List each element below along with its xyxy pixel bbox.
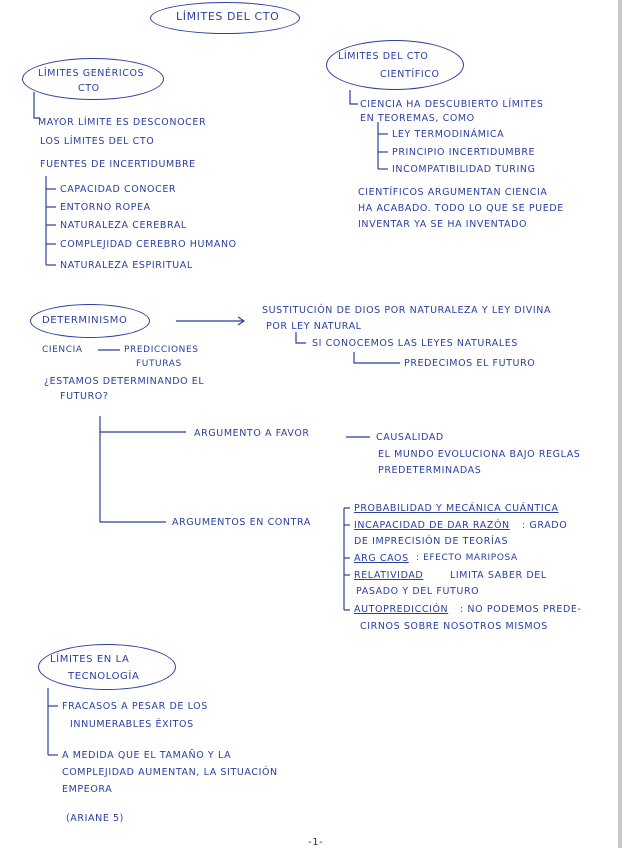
s1-fuentes: FUENTES DE INCERTIDUMBRE [40, 159, 196, 170]
s3-c2b: : GRADO [522, 520, 568, 531]
s3-c3a: ARG CAOS [354, 553, 409, 564]
s4-m2: COMPLEJIDAD AUMENTAN, LA SITUACIÓN [62, 767, 278, 778]
s3-c2a: INCAPACIDAD DE DAR RAZÓN [354, 520, 510, 531]
s4-title-line2: TECNOLOGÍA [68, 671, 140, 682]
s1-item: COMPLEJIDAD CEREBRO HUMANO [60, 239, 237, 250]
s3-ciencia: CIENCIA [42, 345, 83, 355]
s3-predicciones2: FUTURAS [136, 359, 182, 369]
s4-m1: A MEDIDA QUE EL TAMAÑO Y LA [62, 750, 232, 761]
s4-ariane: (ARIANE 5) [66, 813, 124, 824]
s2-title-oval [326, 40, 464, 90]
s1-line2: LOS LÍMITES DEL CTO [40, 136, 155, 147]
s3-title: DETERMINISMO [42, 315, 128, 326]
s3-question1: ¿ESTAMOS DETERMINANDO EL [44, 376, 205, 387]
s3-contra: ARGUMENTOS EN CONTRA [172, 517, 311, 528]
s1-title-line1: LÍMITES GENÉRICOS [38, 68, 145, 79]
s1-item: NATURALEZA CEREBRAL [60, 220, 187, 231]
s3-predicciones1: PREDICCIONES [124, 345, 199, 355]
s3-favor: ARGUMENTO A FAVOR [194, 428, 310, 439]
s2-note2: HA ACABADO. TODO LO QUE SE PUEDE [358, 203, 564, 214]
s3-c2c: DE IMPRECISIÓN DE TEORÍAS [354, 536, 509, 547]
s3-c5c: CIRNOS SOBRE NOSOTROS MISMOS [360, 621, 548, 632]
s4-title-oval [38, 644, 176, 690]
connector-s1-main [34, 92, 40, 118]
connector-predecimos [354, 352, 400, 363]
s3-causalidad: CAUSALIDAD [376, 432, 444, 443]
s3-mundo1: EL MUNDO EVOLUCIONA BAJO REGLAS [378, 449, 581, 460]
s3-c4b: LIMITA SABER DEL [450, 570, 547, 581]
s2-note3: INVENTAR YA SE HA INVENTADO [358, 219, 528, 230]
s3-c4a: RELATIVIDAD [354, 570, 424, 581]
s2-item: PRINCIPIO INCERTIDUMBRE [392, 147, 536, 158]
s3-c1: PROBABILIDAD Y MECÁNICA CUÁNTICA [354, 503, 559, 514]
s1-item: CAPACIDAD CONOCER [60, 184, 177, 195]
s3-question2: FUTURO? [60, 391, 109, 402]
s2-item: LEY TERMODINÁMICA [392, 129, 505, 140]
s3-mundo2: PREDETERMINADAS [378, 465, 482, 476]
page-number: -1- [308, 837, 324, 848]
s1-item: NATURALEZA ESPIRITUAL [60, 260, 193, 271]
s2-title-line1: LÍMITES DEL CTO [338, 51, 429, 62]
s4-title-line1: LÍMITES EN LA [50, 654, 130, 665]
s3-c4c: PASADO Y DEL FUTURO [356, 586, 480, 597]
page-title: LÍMITES DEL CTO [176, 10, 280, 23]
s2-title-line2: CIENTÍFICO [380, 69, 440, 80]
connector-det-arrow [176, 317, 244, 325]
s3-si: SI CONOCEMOS LAS LEYES NATURALES [312, 338, 518, 349]
s2-note1: CIENTÍFICOS ARGUMENTAN CIENCIA [358, 187, 548, 198]
s1-item: ENTORNO ROPEA [60, 202, 151, 213]
s3-sust1: SUSTITUCIÓN DE DIOS POR NATURALEZA Y LEY DIVINA [262, 305, 552, 316]
s2-intro2: EN TEOREMAS, COMO [360, 113, 475, 124]
s3-sust2: POR LEY NATURAL [266, 321, 362, 332]
s2-item: INCOMPATIBILIDAD TURING [392, 164, 536, 175]
connector-s2-main [350, 90, 358, 104]
s4-f2: INNUMERABLES ÉXITOS [70, 719, 194, 730]
s3-c5b: : NO PODEMOS PREDE- [460, 604, 582, 615]
s1-line1: MAYOR LÍMITE ES DESCONOCER [38, 117, 207, 128]
page-edge-shadow [618, 0, 622, 848]
s4-m3: EMPEORA [62, 784, 113, 795]
s1-title-line2: CTO [78, 83, 100, 94]
s3-c3b: : EFECTO MARIPOSA [416, 553, 518, 563]
connector-si [296, 332, 306, 343]
s3-predecimos: PREDECIMOS EL FUTURO [404, 358, 536, 369]
s4-f1: FRACASOS A PESAR DE LOS [62, 701, 208, 712]
s2-intro1: CIENCIA HA DESCUBIERTO LÍMITES [360, 99, 544, 110]
s3-c5a: AUTOPREDICCIÓN [354, 604, 449, 615]
